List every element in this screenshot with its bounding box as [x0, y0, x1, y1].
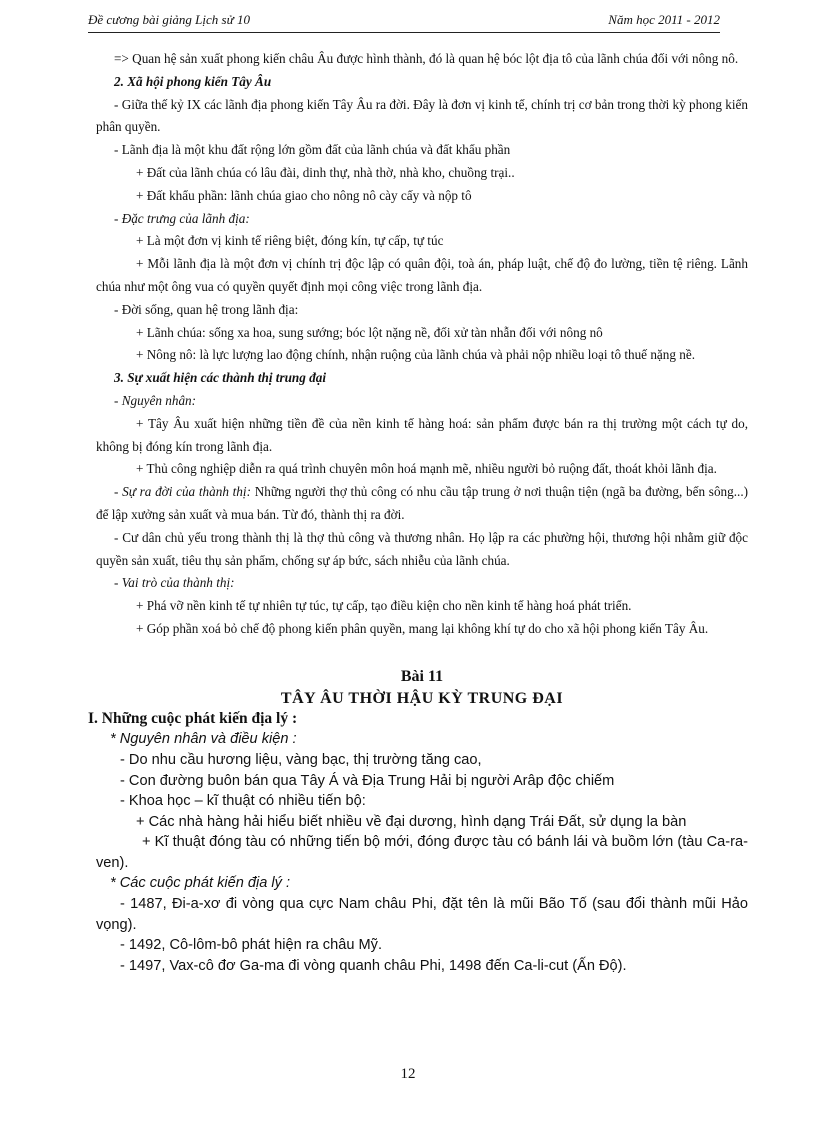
- paragraph: + Lãnh chúa: sống xa hoa, sung sướng; bóc lột nặng nề, đối xử tàn nhẫn đối với nông nô: [136, 324, 603, 340]
- paragraph: - Lãnh địa là một khu đất rộng lớn gồm đất của lãnh chúa và đất khẩu phần: [114, 142, 511, 158]
- paragraph: * Nguyên nhân và điều kiện :: [110, 731, 297, 748]
- paragraph: - Khoa học – kĩ thuật có nhiều tiến bộ:: [120, 793, 366, 810]
- paragraph: - Cư dân chủ yếu trong thành thị là thợ thủ công và thương nhân. Họ lập ra các phường hội, thương hội nhằm giữ độc quyền sản xuất, tiêu thụ sản phẩm, chống sự áp bức, sách nhiễu của lãnh chúa.: [96, 529, 748, 568]
- paragraph: + Tây Âu xuất hiện những tiền đề của nền kinh tế hàng hoá: sản phẩm được bán ra thị trường một cách tự do, không bị đóng kín trong lãnh địa.: [96, 415, 748, 454]
- paragraph: + Đất khẩu phần: lãnh chúa giao cho nông nô cày cấy và nộp tô: [136, 187, 472, 203]
- paragraph: + Đất của lãnh chúa có lâu đài, dinh thự, nhà thờ, nhà kho, chuồng trại..: [136, 164, 515, 180]
- paragraph: - Đời sống, quan hệ trong lãnh địa:: [114, 301, 299, 317]
- paragraph: + Kĩ thuật đóng tàu có những tiến bộ mới, đóng được tàu có bánh lái và buồm lớn (tàu Ca-ra-ven).: [96, 834, 748, 871]
- paragraph: - 1497, Vax-cô đơ Ga-ma đi vòng quanh châu Phi, 1498 đến Ca-li-cut (Ấn Độ).: [120, 957, 627, 974]
- paragraph: + Thủ công nghiệp diễn ra quá trình chuyên môn hoá mạnh mẽ, nhiều người bỏ ruộng đất, thoát khỏi lãnh địa.: [136, 461, 717, 477]
- page-header: [88, 12, 720, 33]
- lesson-title: TÂY ÂU THỜI HẬU KỲ TRUNG ĐẠI: [280, 689, 564, 707]
- lesson-number: Bài 11: [400, 667, 444, 685]
- section-heading-3: 3. Sự xuất hiện các thành thị trung đại: [114, 370, 327, 386]
- paragraph: - Do nhu cầu hương liệu, vàng bạc, thị trường tăng cao,: [120, 751, 482, 768]
- paragraph: - Nguyên nhân:: [114, 392, 197, 408]
- document-body: [88, 48, 749, 976]
- paragraph: + Các nhà hàng hải hiểu biết nhiều về đại dương, hình dạng Trái Đất, sử dụng la bàn: [136, 813, 687, 830]
- paragraph: - Vai trò của thành thị:: [114, 575, 235, 591]
- paragraph: + Nông nô: là lực lượng lao động chính, nhận ruộng của lãnh chúa và phải nộp nhiều loại tô thuế nặng nề.: [136, 347, 696, 363]
- paragraph: + Mỗi lãnh địa là một đơn vị chính trị độc lập có quân đội, toà án, pháp luật, chế độ đo lường, tiền tệ riêng. Lãnh chúa như một ông vua có quyền quyết định mọi công việc trong lãnh địa.: [96, 256, 748, 294]
- paragraph: * Các cuộc phát kiến địa lý :: [110, 875, 291, 892]
- paragraph: - 1487, Đi-a-xơ đi vòng qua cực Nam châu Phi, đặt tên là mũi Bão Tố (sau đổi thành mũi Hảo vọng).: [96, 896, 748, 933]
- section-heading-I: I. Những cuộc phát kiến địa lý :: [88, 709, 298, 727]
- paragraph: + Là một đơn vị kinh tế riêng biệt, đóng kín, tự cấp, tự túc: [136, 233, 444, 249]
- paragraph: - Giữa thế kỷ IX các lãnh địa phong kiến Tây Âu ra đời. Đây là đơn vị kinh tế, chính trị cơ bản trong thời kỳ phong kiến phân quyền.: [96, 96, 748, 135]
- paragraph: - 1492, Cô-lôm-bô phát hiện ra châu Mỹ.: [120, 937, 383, 954]
- header-school-year: Năm học 2011 - 2012: [608, 12, 720, 27]
- section-heading-2: 2. Xã hội phong kiến Tây Âu: [114, 73, 272, 89]
- paragraph-lead: - Sự ra đời của thành thị:: [114, 484, 251, 500]
- paragraph-rest: Những người thợ thủ công có nhu cầu tập trung ở nơi thuận tiện (ngã ba đường, bến sông...) để lập xưởng sản xuất và mua bán. Từ đó, thành thị ra đời.: [96, 484, 749, 522]
- paragraph: - Con đường buôn bán qua Tây Á và Địa Trung Hải bị người Arâp độc chiếm: [120, 772, 615, 789]
- paragraph: => Quan hệ sản xuất phong kiến châu Âu được hình thành, đó là quan hệ bóc lột địa tô của lãnh chúa đối với nông nô.: [114, 51, 739, 66]
- paragraph: [96, 481, 748, 527]
- page-number: 12: [400, 1066, 416, 1082]
- paragraph: + Góp phần xoá bỏ chế độ phong kiến phân quyền, mang lại không khí tự do cho xã hội phong kiến Tây Âu.: [136, 620, 709, 636]
- paragraph: + Phá vỡ nền kinh tế tự nhiên tự túc, tự cấp, tạo điều kiện cho nền kinh tế hàng hoá phát triển.: [136, 598, 632, 614]
- header-course-title: Đề cương bài giảng Lịch sử 10: [88, 12, 250, 27]
- paragraph: - Đặc trưng của lãnh địa:: [114, 210, 250, 226]
